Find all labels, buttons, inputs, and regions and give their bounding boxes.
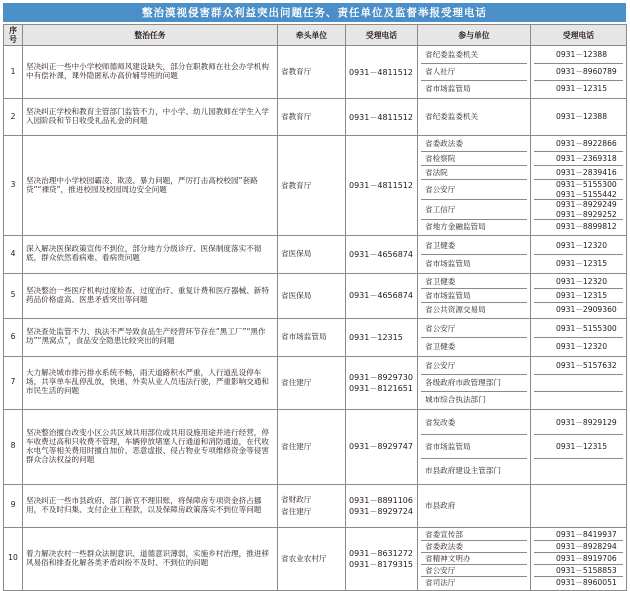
participating-units bbox=[418, 46, 531, 99]
participant-phones bbox=[531, 99, 627, 136]
participant-phone bbox=[534, 486, 623, 526]
lead-phone-number: 0931－4656874 bbox=[349, 249, 413, 259]
participant-phone: 0931－12315 bbox=[534, 289, 623, 303]
participant-phones bbox=[531, 136, 627, 235]
participant-phone bbox=[534, 375, 623, 392]
row-number: 1 bbox=[4, 46, 23, 99]
participating-units bbox=[418, 318, 531, 356]
participating-unit: 省市场监管局 bbox=[421, 435, 527, 459]
participating-unit: 省公共资源交易局 bbox=[425, 305, 486, 315]
participant-phone: 0931－12320 bbox=[556, 341, 608, 351]
participant-phone: 0931－12315 bbox=[556, 258, 608, 268]
participating-unit: 省地方金融监管局 bbox=[425, 222, 486, 232]
participant-phones bbox=[531, 235, 627, 273]
lead-unit-name: 省住建厅 bbox=[281, 441, 312, 451]
participating-unit: 省公安厅 bbox=[421, 180, 527, 200]
participant-phone: 0931－8899812 bbox=[556, 222, 617, 232]
participating-unit: 省法院 bbox=[421, 166, 527, 180]
participant-phones bbox=[531, 527, 627, 590]
col-header-phone: 受理电话 bbox=[346, 25, 418, 46]
participating-unit: 省工信厅 bbox=[421, 200, 527, 220]
row-number: 6 bbox=[4, 318, 23, 356]
lead-phone-number: 0931－8631272 bbox=[349, 548, 413, 558]
lead-unit bbox=[278, 273, 346, 318]
participant-phone: 0931－12388 bbox=[556, 112, 608, 122]
participating-unit: 城市综合执法部门 bbox=[425, 394, 486, 404]
participating-unit: 省市场监管局 bbox=[425, 84, 471, 94]
col-header-task: 整治任务 bbox=[23, 25, 278, 46]
task-description: 深入解决医保政策宣传不到位，部分地方分级诊疗、医保制度落实不彻底，群众依然看病难、看病贵问题 bbox=[23, 235, 278, 273]
participating-units bbox=[418, 409, 531, 484]
lead-unit bbox=[278, 318, 346, 356]
lead-phone-number: 0931－4811512 bbox=[349, 112, 413, 122]
lead-phone bbox=[346, 409, 418, 484]
participant-phone: 0931－8929129 bbox=[534, 411, 623, 435]
lead-unit bbox=[278, 527, 346, 590]
lead-phone bbox=[346, 318, 418, 356]
lead-unit bbox=[278, 99, 346, 136]
table-row bbox=[4, 409, 627, 484]
participant-phone: 0931－2839416 bbox=[534, 166, 623, 180]
participating-units bbox=[418, 527, 531, 590]
participating-units bbox=[418, 99, 531, 136]
lead-unit bbox=[278, 46, 346, 99]
lead-phone-number: 0931－8179315 bbox=[349, 559, 413, 569]
task-description: 坚决整治一些医疗机构过度检查、过度治疗、重复计费和医疗器械、新特药品价格虚高、医患矛盾突出等问题 bbox=[23, 273, 278, 318]
participating-units bbox=[418, 273, 531, 318]
participant-phone: 0931－5157632 bbox=[534, 358, 623, 375]
table-row bbox=[4, 235, 627, 273]
participant-phone: 0931－5155300 bbox=[534, 320, 623, 338]
lead-unit-name: 省医保局 bbox=[281, 290, 312, 300]
lead-phone bbox=[346, 235, 418, 273]
participant-phone: 0931－12388 bbox=[534, 47, 623, 64]
participating-units bbox=[418, 356, 531, 409]
lead-phone bbox=[346, 136, 418, 235]
table-row bbox=[4, 136, 627, 235]
lead-phone bbox=[346, 99, 418, 136]
participant-phone: 0931－5155300 0931－5155442 bbox=[534, 180, 623, 200]
participant-phones bbox=[531, 273, 627, 318]
task-description: 大力解决城市排污排水系统不畅，雨天道路积水严重，人行道乱设停车场，共享单车乱停乱放，快递、外卖从业人员违法行驶，严重影响交通和市民生活的问题 bbox=[23, 356, 278, 409]
participant-phone: 0931－8960051 bbox=[556, 578, 617, 588]
participant-phone: 0931－8960789 bbox=[534, 64, 623, 81]
participant-phones bbox=[531, 356, 627, 409]
participant-phone: 0931－2369318 bbox=[534, 152, 623, 166]
lead-unit-name: 省住建厅 bbox=[281, 506, 312, 516]
participating-unit: 省精神文明办 bbox=[421, 553, 527, 565]
task-description: 着力解决农村一些群众法制意识、道德意识薄弱，实施乡村治理，推进移风易俗和排查化解各类矛盾纠纷不及时、不到位的问题 bbox=[23, 527, 278, 590]
lead-phone-number: 0931－8121651 bbox=[349, 383, 413, 393]
participant-phone: 0931－8919706 bbox=[534, 553, 623, 565]
table-row bbox=[4, 527, 627, 590]
lead-unit-name: 省教育厅 bbox=[281, 67, 312, 77]
lead-unit bbox=[278, 356, 346, 409]
task-table bbox=[3, 24, 627, 591]
lead-unit bbox=[278, 409, 346, 484]
row-number: 4 bbox=[4, 235, 23, 273]
task-description: 坚决纠正学校和教育主管部门监管不力，中小学、幼儿园教师在学生入学入园阶段和节日收受礼品礼金的问题 bbox=[23, 99, 278, 136]
table-title: 整治漠视侵害群众利益突出问题任务、责任单位及监督举报受理电话 bbox=[3, 3, 626, 22]
participating-unit: 省委政法委 bbox=[421, 541, 527, 553]
participant-phone bbox=[534, 392, 623, 408]
participating-unit: 省委宣传部 bbox=[421, 529, 527, 541]
participating-unit: 省公安厅 bbox=[421, 565, 527, 577]
lead-unit-name: 省医保局 bbox=[281, 249, 312, 259]
table-row bbox=[4, 99, 627, 136]
lead-phone bbox=[346, 46, 418, 99]
participant-phones bbox=[531, 46, 627, 99]
lead-unit-name: 省教育厅 bbox=[281, 180, 312, 190]
table-row bbox=[4, 273, 627, 318]
participating-unit: 省检察院 bbox=[421, 152, 527, 166]
task-description: 坚决查处监管不力、执法不严导致食品生产经营环节存在“黑工厂”“黑作坊”“黑窝点”，食品安全隐患比较突出的问题 bbox=[23, 318, 278, 356]
participating-units bbox=[418, 136, 531, 235]
participating-units bbox=[418, 235, 531, 273]
row-number: 2 bbox=[4, 99, 23, 136]
participant-phone: 0931－12315 bbox=[556, 84, 608, 94]
participant-phone: 0931－12320 bbox=[534, 237, 623, 255]
lead-unit-name: 省农业农村厅 bbox=[281, 553, 327, 563]
participant-phones bbox=[531, 484, 627, 527]
participant-phone: 0931－8928294 bbox=[534, 541, 623, 553]
participant-phones bbox=[531, 318, 627, 356]
col-header-lead-unit: 牵头单位 bbox=[278, 25, 346, 46]
participating-unit: 省司法厅 bbox=[425, 578, 456, 588]
col-header-participant-phone: 受理电话 bbox=[531, 25, 627, 46]
lead-unit-name: 省住建厅 bbox=[281, 377, 312, 387]
participating-unit: 省公安厅 bbox=[421, 320, 527, 338]
lead-phone bbox=[346, 356, 418, 409]
lead-phone-number: 0931－4656874 bbox=[349, 291, 413, 301]
lead-phone-number: 0931－4811512 bbox=[349, 67, 413, 77]
lead-phone-number: 0931－8891106 bbox=[349, 495, 413, 505]
participant-phone: 0931－8922866 bbox=[534, 137, 623, 151]
participant-phone bbox=[534, 459, 623, 482]
lead-unit bbox=[278, 235, 346, 273]
table-row bbox=[4, 356, 627, 409]
participating-unit: 省人社厅 bbox=[421, 64, 527, 81]
participant-phone: 0931－2909360 bbox=[556, 305, 617, 315]
participant-phone: 0931－8419937 bbox=[534, 529, 623, 541]
participating-unit: 市县政府建设主管部门 bbox=[425, 466, 501, 476]
participant-phone: 0931－12315 bbox=[534, 435, 623, 459]
task-description: 坚决纠正一些市县政府、部门新官不理旧账，将保障房专项资金挤占挪用，不及时归集、支付企业工程款，以及保障房政策落实不到位等问题 bbox=[23, 484, 278, 527]
participating-unit: 省市场监管局 bbox=[421, 289, 527, 303]
participant-phone: 0931－5158853 bbox=[534, 565, 623, 577]
lead-phone bbox=[346, 527, 418, 590]
row-number: 9 bbox=[4, 484, 23, 527]
participant-phone: 0931－12320 bbox=[534, 275, 623, 289]
row-number: 7 bbox=[4, 356, 23, 409]
task-description: 坚决整治擅自改变小区公共区域共用部位或共用设施用途并进行经营，停车收费过高和只收费不管理，车辆停放堵塞人行通道和消防通道，在代收水电气等相关费用时擅自加价、恶意虚报、侵占物业专项维修资金等侵害群众合法权益的问题 bbox=[23, 409, 278, 484]
lead-phone-number: 0931－8929724 bbox=[349, 506, 413, 516]
lead-phone-number: 0931－4811512 bbox=[349, 181, 413, 191]
lead-phone bbox=[346, 484, 418, 527]
table-row bbox=[4, 46, 627, 99]
participating-unit: 省委政法委 bbox=[421, 137, 527, 151]
participating-unit: 市县政府 bbox=[425, 500, 456, 510]
participating-unit: 省纪委监委机关 bbox=[421, 47, 527, 64]
participating-unit: 省发改委 bbox=[421, 411, 527, 435]
participant-phones bbox=[531, 409, 627, 484]
row-number: 8 bbox=[4, 409, 23, 484]
lead-unit bbox=[278, 136, 346, 235]
participating-unit: 省市场监管局 bbox=[425, 258, 471, 268]
participant-phone: 0931－8929249 0931－8929252 bbox=[534, 200, 623, 220]
participating-units bbox=[418, 484, 531, 527]
lead-unit bbox=[278, 484, 346, 527]
participating-unit: 各级政府市政管理部门 bbox=[421, 375, 527, 392]
col-header-no: 序号 bbox=[4, 25, 23, 46]
row-number: 5 bbox=[4, 273, 23, 318]
task-description: 坚决纠正一些中小学校师德师风建设缺失，部分在职教师在社会办学机构中有偿补课，课外隐匿私办高价辅导班的问题 bbox=[23, 46, 278, 99]
lead-phone-number: 0931－8929730 bbox=[349, 372, 413, 382]
participating-unit: 省纪委监委机关 bbox=[425, 112, 479, 122]
lead-unit-name: 省市场监管局 bbox=[281, 332, 327, 342]
task-description: 坚决治理中小学校园霸凌、欺凌、暴力问题，严厉打击高校校园“套路贷”“裸贷”，推进校园及校园周边安全问题 bbox=[23, 136, 278, 235]
lead-phone-number: 0931－12315 bbox=[349, 332, 403, 342]
table-row bbox=[4, 484, 627, 527]
header-row bbox=[4, 25, 627, 46]
lead-unit-name: 省教育厅 bbox=[281, 112, 312, 122]
participating-unit: 省卫健委 bbox=[425, 341, 456, 351]
row-number: 10 bbox=[4, 527, 23, 590]
participating-unit: 省公安厅 bbox=[421, 358, 527, 375]
participating-unit: 省卫健委 bbox=[421, 237, 527, 255]
col-header-participating-units: 参与单位 bbox=[418, 25, 531, 46]
table-row bbox=[4, 318, 627, 356]
lead-phone-number: 0931－8929747 bbox=[349, 442, 413, 452]
participating-unit: 省卫健委 bbox=[421, 275, 527, 289]
lead-unit-name: 省财政厅 bbox=[281, 494, 312, 504]
lead-phone bbox=[346, 273, 418, 318]
row-number: 3 bbox=[4, 136, 23, 235]
